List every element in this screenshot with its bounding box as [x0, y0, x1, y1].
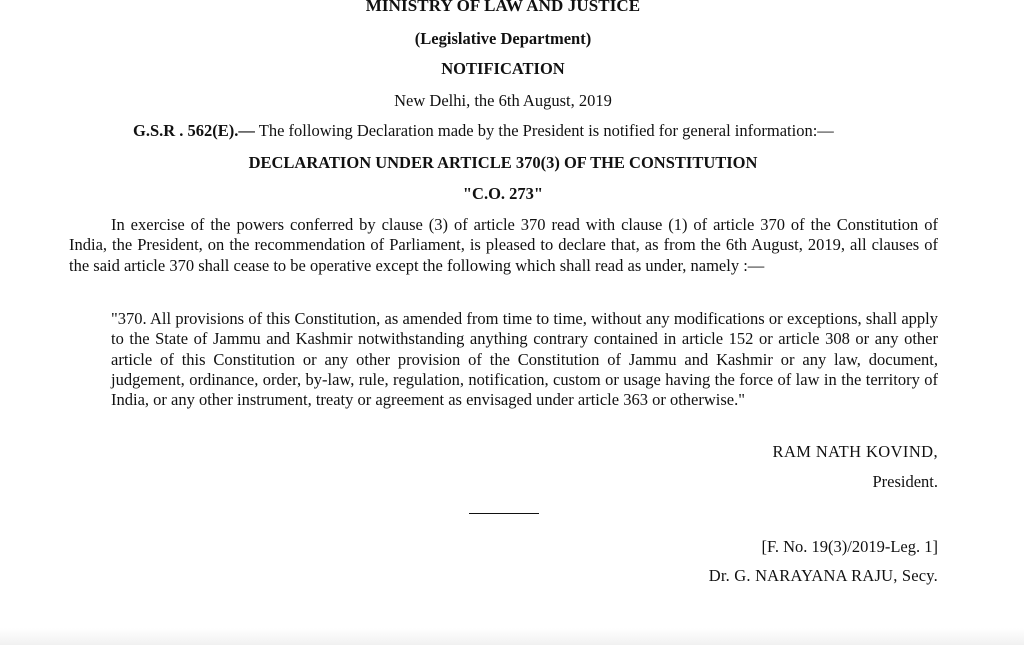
declaration-title: DECLARATION UNDER ARTICLE 370(3) OF THE CONSTITUTION [248, 153, 758, 172]
ministry-heading: MINISTRY OF LAW AND JUSTICE [365, 0, 641, 15]
department-heading: (Legislative Department) [414, 29, 592, 48]
gsr-number: G.S.R . 562(E).— [133, 121, 255, 140]
secretary-name: Dr. G. NARAYANA RAJU, Secy. [708, 566, 938, 585]
dateline: New Delhi, the 6th August, 2019 [394, 91, 612, 110]
file-number: [F. No. 19(3)/2019-Leg. 1] [761, 537, 938, 556]
gsr-line [133, 121, 834, 141]
gsr-text: The following Declaration made by the President is notified for general information:— [254, 121, 834, 140]
divider-line [469, 513, 539, 514]
page-bottom-edge [0, 628, 1024, 645]
order-number: "C.O. 273" [462, 184, 544, 203]
article-370-quote: "370. All provisions of this Constitution, as amended from time to time, without any modifications or exceptions, shall apply to the State of Jammu and Kashmir notwithstanding anything contrary contained in article 152 or article 308 or any other article of this Constitution or any other provision of the Constitution of Jammu and Kashmir or any law, document, judgement, ordinance, order, by-law, rule, regulation, notification, custom or usage having the force of law in the territory of India, or any other instrument, treaty or agreement as envisaged under article 363 or otherwise." [111, 309, 938, 410]
signatory-name: RAM NATH KOVIND, [772, 442, 938, 461]
signatory-designation: President. [872, 472, 938, 491]
body-paragraph: In exercise of the powers conferred by clause (3) of article 370 read with clause (1) of article 370 of the Constitution of India, the President, on the recommendation of Parliament, is pleased to declare that, as from the 6th August, 2019, all clauses of the said article 370 shall cease to be operative except the following which shall read as under, namely :— [69, 215, 938, 275]
notification-heading: NOTIFICATION [441, 59, 565, 78]
